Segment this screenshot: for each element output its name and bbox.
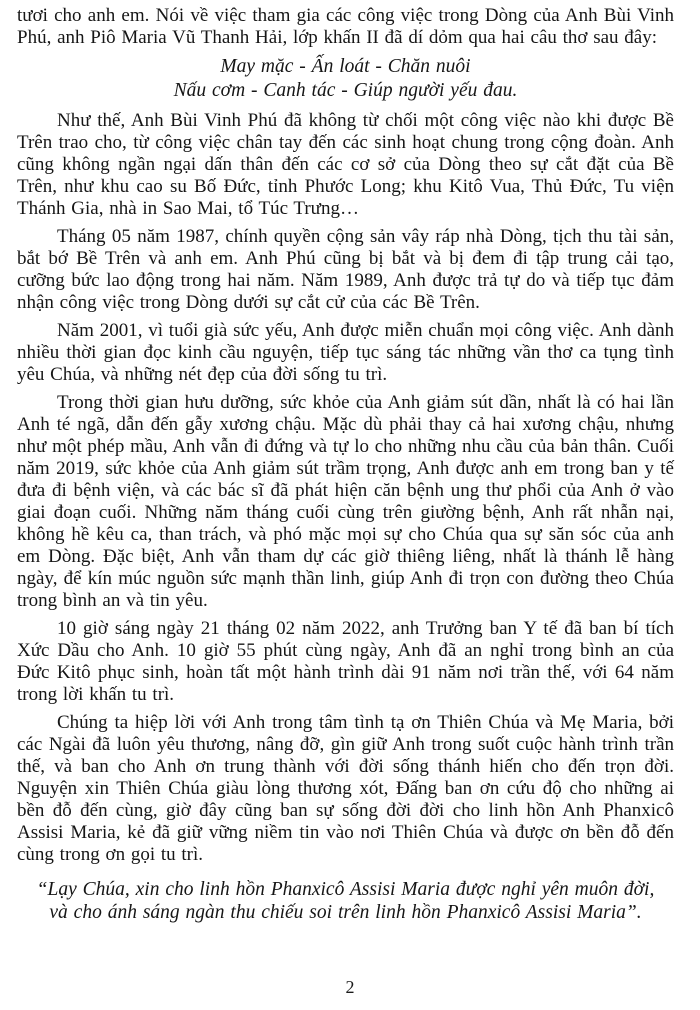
paragraph-3: Năm 2001, vì tuổi già sức yếu, Anh được miễn chuẩn mọi công việc. Anh dành nhiều thời gian đọc kinh cầu nguyện, tiếp tục sáng tác những vần thơ ca tụng tình yêu Chúa, và những nét đẹp của đời sống tu trì. — [17, 320, 674, 385]
document-body — [17, 5, 674, 924]
poem-line-2: Nấu cơm - Canh tác - Giúp người yếu đau. — [173, 80, 518, 101]
closing-quote-line-2: và cho ánh sáng ngàn thu chiếu soi trên linh hồn Phanxicô Assisi Maria”. — [49, 902, 642, 923]
paragraph-1: Như thế, Anh Bùi Vinh Phú đã không từ chối một công việc nào khi được Bề Trên trao cho, từ công việc chân tay đến các sinh hoạt chung trong cộng đoàn. Anh cũng không ngần ngại dấn thân đến các cơ sở của Dòng theo sự cắt đặt của Bề Trên, như khu cao su Bố Đức, tỉnh Phước Long; khu Kitô Vua, Thủ Đức, Tu viện Thánh Gia, nhà in Sao Mai, tổ Túc Trưng… — [17, 110, 674, 219]
opening-paragraph: tươi cho anh em. Nói về việc tham gia các công việc trong Dòng của Anh Bùi Vinh Phú, anh Piô Maria Vũ Thanh Hải, lớp khấn II đã dí dỏm qua hai câu thơ sau đây: — [17, 5, 674, 48]
paragraph-5: 10 giờ sáng ngày 21 tháng 02 năm 2022, anh Trưởng ban Y tế đã ban bí tích Xức Dầu cho Anh. 10 giờ 55 phút cùng ngày, Anh đã an nghỉ trong bình an của Đức Kitô phục sinh, hoàn tất một hành trình dài 91 năm nơi trần thế, với 64 năm trong lời khấn tu trì. — [17, 618, 674, 705]
page-number: 2 — [345, 977, 355, 997]
poem-line-1: May mặc - Ấn loát - Chăn nuôi — [220, 56, 471, 77]
closing-quote-line-1: “Lạy Chúa, xin cho linh hồn Phanxicô Assisi Maria được nghỉ yên muôn đời, — [36, 879, 655, 900]
paragraph-6: Chúng ta hiệp lời với Anh trong tâm tình tạ ơn Thiên Chúa và Mẹ Maria, bởi các Ngài đã luôn yêu thương, nâng đỡ, gìn giữ Anh trong suốt cuộc hành trình trần thế, và ban cho Anh ơn trung thành với đời sống thánh hiến cho đến trọn đời. Nguyện xin Thiên Chúa giàu lòng thương xót, Đấng ban ơn cứu độ cho những ai bền đỗ đến cùng, giờ đây cũng ban sự sống đời đời cho linh hồn Anh Phanxicô Assisi Maria, kẻ đã giữ vững niềm tin vào nơi Thiên Chúa và được ơn bền đỗ đến cùng trong ơn gọi tu trì. — [17, 712, 674, 865]
poem — [17, 55, 674, 103]
closing-quote — [17, 878, 674, 924]
paragraph-4: Trong thời gian hưu dưỡng, sức khỏe của Anh giảm sút dần, nhất là có hai lần Anh té ngã, dẫn đến gẫy xương chậu. Mặc dù phải thay cả hai xương chậu, nhưng như một phép mầu, Anh vẫn đi đứng và tự lo cho những nhu cầu của bản thân. Cuối năm 2019, sức khỏe của Anh giảm sút trầm trọng, Anh được anh em trong ban y tế đưa đi bệnh viện, và các bác sĩ đã phát hiện căn bệnh ung thư phổi của Anh ở vào giai đoạn cuối. Những năm tháng cuối cùng trên giường bệnh, Anh rất nhẫn nại, không hề kêu ca, than trách, và phó mặc mọi sự cho Chúa qua sự săn sóc của anh em Dòng. Đặc biệt, Anh vẫn tham dự các giờ thiêng liêng, nhất là thánh lễ hàng ngày, để kín múc nguồn sức mạnh thần linh, giúp Anh đi trọn con đường theo Chúa trong bình an và tin yêu. — [17, 392, 674, 611]
paragraph-2: Tháng 05 năm 1987, chính quyền cộng sản vây ráp nhà Dòng, tịch thu tài sản, bắt bớ Bề Trên và anh em. Anh Phú cũng bị bắt và bị đem đi tập trung cải tạo, cưỡng bức lao động trong hai năm. Năm 1989, Anh được trả tự do và tiếp tục đảm nhận công việc trong Dòng dưới sự cắt cử của các Bề Trên. — [17, 226, 674, 313]
